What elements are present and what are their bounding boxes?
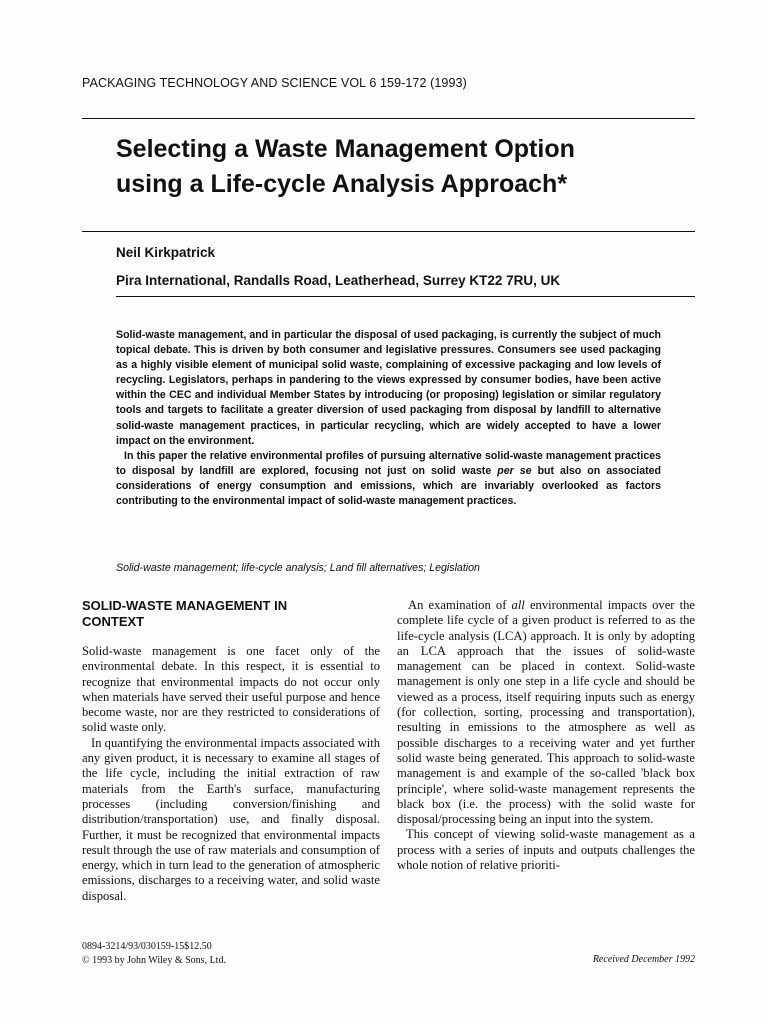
journal-header: PACKAGING TECHNOLOGY AND SCIENCE VOL 6 159-172 (1993) bbox=[82, 76, 467, 90]
title-rule bbox=[82, 231, 695, 232]
body-paragraph-3 bbox=[397, 598, 695, 827]
footer-received: Received December 1992 bbox=[592, 954, 695, 965]
article-title bbox=[116, 132, 696, 202]
title-line-2: using a Life-cycle Analysis Approach* bbox=[116, 170, 568, 198]
footer-issn: 0894-3214/93/030159-15$12.50 bbox=[82, 941, 212, 952]
body-paragraph-2: In quantifying the environmental impacts associated with any given product, it is necessary to examine all stages of the life cycle, including the initial extraction of raw materials from the Earth's surface, manufacturing processes (including conversion/finishing and distribution/transportation) use, and finally disposal. Further, it must be recognized that environmental impacts result through the use of raw materials and consumption of energy, which in turn lead to the generation of atmospheric emissions, discharges to a receiving water, and solid waste disposal. bbox=[82, 735, 380, 903]
left-column bbox=[82, 598, 380, 904]
body-paragraph-4: This concept of viewing solid-waste management as a process with a series of inputs and outputs challenges the whole notion of relative prioriti- bbox=[397, 827, 695, 873]
footer-left bbox=[82, 940, 226, 968]
body-p3-italic: all bbox=[511, 598, 525, 612]
keywords: Solid-waste management; life-cycle analysis; Land fill alternatives; Legislation bbox=[116, 562, 480, 574]
affiliation-rule bbox=[116, 296, 695, 297]
section-heading-line-2: CONTEXT bbox=[82, 614, 145, 629]
abstract-p2-text-b: but also on associated considerations of energy consumption and emissions, which are invariably overlooked as factors contributing to the environmental impact of solid-waste management practices. bbox=[116, 464, 661, 508]
author-affiliation: Pira International, Randalls Road, Leatherhead, Surrey KT22 7RU, UK bbox=[116, 273, 561, 288]
author-name: Neil Kirkpatrick bbox=[116, 245, 216, 260]
abstract-p2-text-a: In this paper the relative environmental profiles of pursuing alternative solid-waste management practices to disposal by landfill are explored, focusing not just on solid waste bbox=[116, 449, 661, 477]
abstract-p2-italic: per se bbox=[497, 464, 532, 477]
abstract bbox=[116, 328, 661, 509]
right-column bbox=[397, 598, 695, 873]
body-p3-text-a: An examination of bbox=[408, 598, 512, 612]
section-heading-line-1: SOLID-WASTE MANAGEMENT IN bbox=[82, 598, 288, 613]
footer-copyright: © 1993 by John Wiley & Sons, Ltd. bbox=[82, 955, 226, 966]
abstract-paragraph-1: Solid-waste management, and in particular the disposal of used packaging, is currently the subject of much topical debate. This is driven by both consumer and legislative pressures. Consumers see used packaging as a highly visible element of municipal solid waste, complaining of excessive packaging and low levels of recycling. Legislators, perhaps in pandering to the views expressed by consumer bodies, have been active within the CEC and individual Member States by introducing (or proposing) legislation or similar regulatory tools and targets to facilitate a greater diversion of used packaging from disposal by landfill to alternative solid-waste management practices, in particular recycling, which are widely accepted to have a lower impact on the environment. bbox=[116, 329, 661, 447]
section-heading bbox=[82, 598, 380, 630]
header-rule bbox=[82, 118, 695, 119]
title-line-1: Selecting a Waste Management Option bbox=[116, 135, 575, 163]
body-paragraph-1: Solid-waste management is one facet only of the environmental debate. In this respect, it is essential to recognize that environmental impacts do not occur only when materials have served their useful purpose and hence become waste, nor are they restricted to considerations of solid waste only. bbox=[82, 644, 380, 735]
body-p3-text-b: environmental impacts over the complete life cycle of a given product is referred to as the life-cycle analysis (LCA) approach. It is only by adopting an LCA approach that the issues of solid-waste management can be placed in context. Solid-waste management is only one step in a life cycle and should be viewed as a process, itself requiring inputs such as energy (for collection, sorting, processing and transportation), resulting in emissions to the atmosphere as well as possible discharges to a receiving water and yet further solid waste being generated. This approach to solid-waste management is and example of the so-called 'black box principle', where solid-waste management represents the black box (i.e. the process) with the solid waste for disposal/processing being an input into the system. bbox=[397, 598, 695, 827]
abstract-paragraph-2 bbox=[116, 449, 661, 509]
